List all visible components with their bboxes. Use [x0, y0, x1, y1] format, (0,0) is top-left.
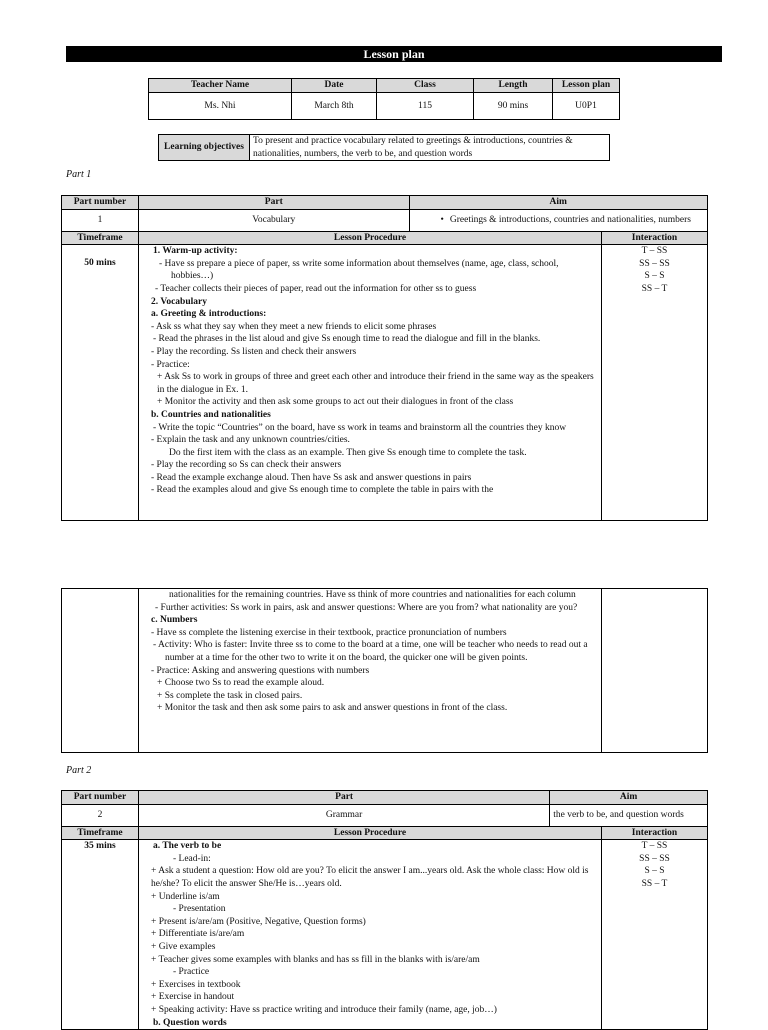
procedure-line: + Give examples — [151, 941, 216, 952]
continuation-timeframe — [62, 589, 139, 753]
procedure-line: - Practice — [173, 967, 210, 978]
header-length: Length — [474, 79, 553, 93]
teacher-name: Ms. Nhi — [149, 93, 292, 120]
bullet-icon: • — [440, 214, 444, 225]
procedure-line: + Underline is/am — [151, 891, 220, 902]
objectives-text: To present and practice vocabulary related to greetings & introductions, countries & nationalities, numbers, the verb to be, and question words — [250, 135, 610, 161]
part1-part-name: Vocabulary — [139, 209, 410, 231]
procedure-line: + Choose two Ss to read the example aloud. — [157, 678, 325, 689]
objectives-label: Learning objectives — [159, 135, 250, 161]
header-teacher-name: Teacher Name — [149, 79, 292, 93]
part2-header-timeframe: Timeframe — [62, 826, 139, 840]
interaction-item: S – S — [644, 271, 665, 282]
procedure-line: a. The verb to be — [153, 841, 222, 852]
interaction-item: T – SS — [641, 246, 668, 257]
lesson-plan-code: U0P1 — [553, 93, 620, 120]
procedure-line: - Teacher collects their pieces of paper, read out the information for other ss to guess — [155, 283, 477, 294]
part2-procedure — [139, 840, 602, 1030]
procedure-line: - Play the recording so Ss can check their answers — [151, 460, 342, 471]
part1-timeframe-text: 50 mins — [84, 258, 116, 269]
part1-header-aim: Aim — [409, 196, 707, 210]
interaction-item: SS – T — [641, 878, 668, 889]
header-lesson-plan: Lesson plan — [553, 79, 620, 93]
procedure-line: + Speaking activity: Have ss practice writing and introduce their family (name, age, job…) — [151, 1004, 497, 1015]
procedure-line: b. Countries and nationalities — [151, 409, 271, 420]
procedure-line: - Have ss prepare a piece of paper, ss write some information about themselves (name, age, class, school, hobbies…) — [159, 258, 559, 282]
procedure-line: + Present is/are/am (Positive, Negative, Question forms) — [151, 916, 366, 927]
part2-interaction — [602, 840, 708, 1030]
part1-number: 1 — [62, 209, 139, 231]
class-number: 115 — [377, 93, 474, 120]
interaction-item: SS – T — [641, 283, 668, 294]
procedure-line: - Further activities: Ss work in pairs, ask and answer questions: Where are you from? what nationality are you? — [155, 602, 578, 613]
procedure-line: Do the first item with the class as an example. Then give Ss enough time to complete the task. — [169, 447, 527, 458]
procedure-line: - Ask ss what they say when they meet a new friends to elicit some phrases — [151, 321, 437, 332]
procedure-line: - Explain the task and any unknown countries/cities. — [151, 435, 350, 446]
part1-header-procedure: Lesson Procedure — [139, 231, 602, 245]
part2-timeframe — [62, 840, 139, 1030]
header-class: Class — [377, 79, 474, 93]
procedure-line: + Differentiate is/are/am — [151, 929, 245, 940]
part1-header-timeframe: Timeframe — [62, 231, 139, 245]
procedure-line: 1. Warm-up activity: — [153, 246, 238, 257]
part1-interaction — [602, 245, 708, 521]
procedure-line: - Have ss complete the listening exercise in their textbook, practice pronunciation of numbers — [151, 627, 507, 638]
part2-header-aim: Aim — [550, 791, 708, 805]
header-date: Date — [292, 79, 377, 93]
part1-aim — [409, 209, 707, 231]
procedure-line: - Read the examples aloud and give Ss enough time to complete the table in pairs with the — [151, 485, 494, 496]
part2-timeframe-text: 35 mins — [84, 841, 116, 852]
procedure-line: - Read the phrases in the list aloud and give Ss enough time to read the dialogue and fill in the blanks. — [153, 334, 541, 345]
lesson-length: 90 mins — [474, 93, 553, 120]
procedure-line: + Teacher gives some examples with blanks and has ss fill in the blanks with is/are/am — [151, 954, 480, 965]
procedure-line: + Exercises in textbook — [151, 979, 241, 990]
part1-header-part: Part — [139, 196, 410, 210]
procedure-line: - Write the topic “Countries” on the board, have ss work in teams and brainstorm all the countries they know — [153, 422, 567, 433]
lesson-date: March 8th — [292, 93, 377, 120]
part2-header-part: Part — [139, 791, 550, 805]
interaction-item: T – SS — [641, 841, 668, 852]
part2-header-part-number: Part number — [62, 791, 139, 805]
part2-header-interaction: Interaction — [602, 826, 708, 840]
learning-objectives-table — [158, 134, 610, 161]
part2-part-name: Grammar — [139, 804, 550, 826]
part2-number: 2 — [62, 804, 139, 826]
procedure-line: - Practice: Asking and answering questions with numbers — [151, 665, 370, 676]
document-title: Lesson plan — [66, 46, 722, 62]
part2-header-procedure: Lesson Procedure — [139, 826, 602, 840]
interaction-item: S – S — [644, 866, 665, 877]
procedure-line: + Monitor the task and then ask some pairs to ask and answer questions in front of the class. — [157, 703, 508, 714]
interaction-item: SS – SS — [639, 258, 670, 269]
procedure-line: 2. Vocabulary — [151, 296, 207, 307]
part1-timeframe — [62, 245, 139, 521]
procedure-line: + Ss complete the task in closed pairs. — [157, 690, 303, 701]
procedure-line: - Presentation — [173, 904, 226, 915]
procedure-line: b. Question words — [153, 1017, 227, 1028]
interaction-item: SS – SS — [639, 853, 670, 864]
procedure-line: + Ask a student a question: How old are you? To elicit the answer I am...years old. Ask the whole class: How old is he/she? To elicit the answer She/He is…years old. — [151, 866, 589, 889]
procedure-line: - Play the recording. Ss listen and check their answers — [151, 346, 357, 357]
procedure-line: nationalities for the remaining countries. Have ss think of more countries and nationalities for each column — [169, 590, 576, 600]
part1-continuation-table — [61, 588, 708, 753]
part1-header-part-number: Part number — [62, 196, 139, 210]
continuation-procedure — [139, 589, 602, 753]
procedure-line: - Read the example exchange aloud. Then have Ss ask and answer questions in pairs — [151, 472, 472, 483]
part1-procedure — [139, 245, 602, 521]
procedure-line: a. Greeting & introductions: — [151, 309, 267, 320]
part2-table — [61, 790, 708, 1030]
part1-aim-text: Greetings & introductions, countries and nationalities, numbers — [449, 214, 692, 225]
procedure-line: + Ask Ss to work in groups of three and greet each other and introduce their friend in the same way as the speakers in the dialogue in Ex. 1. — [157, 372, 594, 395]
procedure-line: - Lead-in: — [173, 853, 211, 864]
procedure-line: c. Numbers — [151, 615, 198, 626]
teacher-info-table — [148, 78, 620, 120]
part1-header-interaction: Interaction — [602, 231, 708, 245]
procedure-line: + Monitor the activity and then ask some groups to act out their dialogues in front of the class — [157, 397, 514, 408]
continuation-interaction — [602, 589, 708, 753]
part1-label: Part 1 — [66, 169, 92, 180]
part1-table — [61, 195, 708, 521]
procedure-line: + Exercise in handout — [151, 992, 235, 1003]
procedure-line: - Practice: — [151, 359, 190, 370]
part2-aim: the verb to be, and question words — [550, 804, 708, 826]
part2-label: Part 2 — [66, 765, 92, 776]
procedure-line: - Activity: Who is faster: Invite three ss to come to the board at a time, one will be teacher who needs to read out a number at a time for the other two to write it on the board, the quicker one will be given points. — [153, 640, 588, 663]
